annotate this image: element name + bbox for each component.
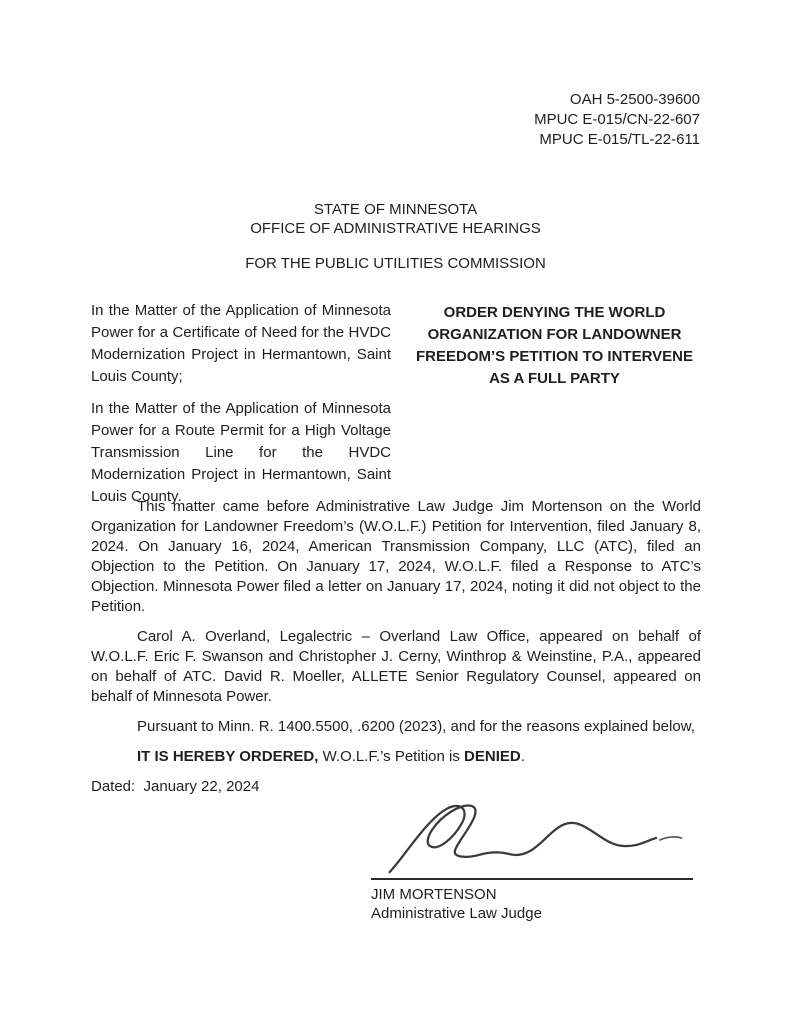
case-number-mpuc-cn: MPUC E-015/CN-22-607 xyxy=(534,111,700,128)
judge-signature-icon xyxy=(377,796,695,878)
case-number-oah: OAH 5-2500-39600 xyxy=(569,91,700,108)
caption-matters xyxy=(91,300,391,508)
body-paragraph-1: This matter came before Administrative Law Judge Jim Mortenson on the World Organization for Landowner Freedom’s (W.O.L.F.) Petition for Intervention, filed January 8, 2024. On January 16, 2024, American Transmission Company, LLC (ATC), filed an Objection to the Petition. On January 17, 2024, W.O.L.F. filed a Response to ATC’s Objection. Minnesota Power filed a letter on January 17, 2024, noting it did not object to the Petition. xyxy=(91,498,701,615)
order-title-line-2: ORGANIZATION FOR LANDOWNER xyxy=(427,326,682,343)
body-paragraph-3: Pursuant to Minn. R. 1400.5500, .6200 (2023), and for the reasons explained below, xyxy=(137,718,695,735)
order-directive-lead: IT IS HEREBY ORDERED, xyxy=(137,748,319,765)
case-caption xyxy=(91,300,702,508)
order-title-line-1: ORDER DENYING THE WORLD xyxy=(443,304,666,321)
body-paragraph-2: Carol A. Overland, Legalectric – Overland Law Office, appeared on behalf of W.O.L.F. Eric F. Swanson and Christopher J. Cerny, Winthrop & Weinstine, P.A., appeared on behalf of ATC. David R. Moeller, ALLETE Senior Regulatory Counsel, appeared on behalf of Minnesota Power. xyxy=(91,628,701,705)
office-line: OFFICE OF ADMINISTRATIVE HEARINGS xyxy=(250,220,541,237)
state-line: STATE OF MINNESOTA xyxy=(313,201,478,218)
matter-paragraph-2: In the Matter of the Application of Minnesota Power for a Route Permit for a High Voltage Transmission Line for the HVDC Modernization Project in Hermantown, Saint Louis County. xyxy=(91,400,391,505)
order-body xyxy=(91,497,701,807)
signature-block xyxy=(371,796,698,923)
order-directive-period: . xyxy=(520,748,525,765)
court-heading xyxy=(0,200,791,273)
matter-paragraph-1: In the Matter of the Application of Minnesota Power for a Certificate of Need for the HVDC Modernization Project in Hermantown, Saint Louis County; xyxy=(91,302,391,385)
commission-line: FOR THE PUBLIC UTILITIES COMMISSION xyxy=(245,255,546,272)
judge-name: JIM MORTENSON xyxy=(371,886,497,903)
judge-title: Administrative Law Judge xyxy=(371,905,542,922)
order-directive-denied: DENIED xyxy=(464,748,521,765)
order-directive xyxy=(91,747,701,767)
case-number-mpuc-tl: MPUC E-015/TL-22-611 xyxy=(539,131,700,148)
dated-line: Dated: January 22, 2024 xyxy=(91,778,260,795)
order-title-line-4: AS A FULL PARTY xyxy=(489,370,620,387)
case-numbers xyxy=(534,90,700,150)
order-title-line-3: FREEDOM’S PETITION TO INTERVENE xyxy=(416,348,693,365)
signature-line xyxy=(371,878,693,880)
order-directive-middle: W.O.L.F.’s Petition is xyxy=(318,748,465,765)
order-title xyxy=(407,302,702,390)
